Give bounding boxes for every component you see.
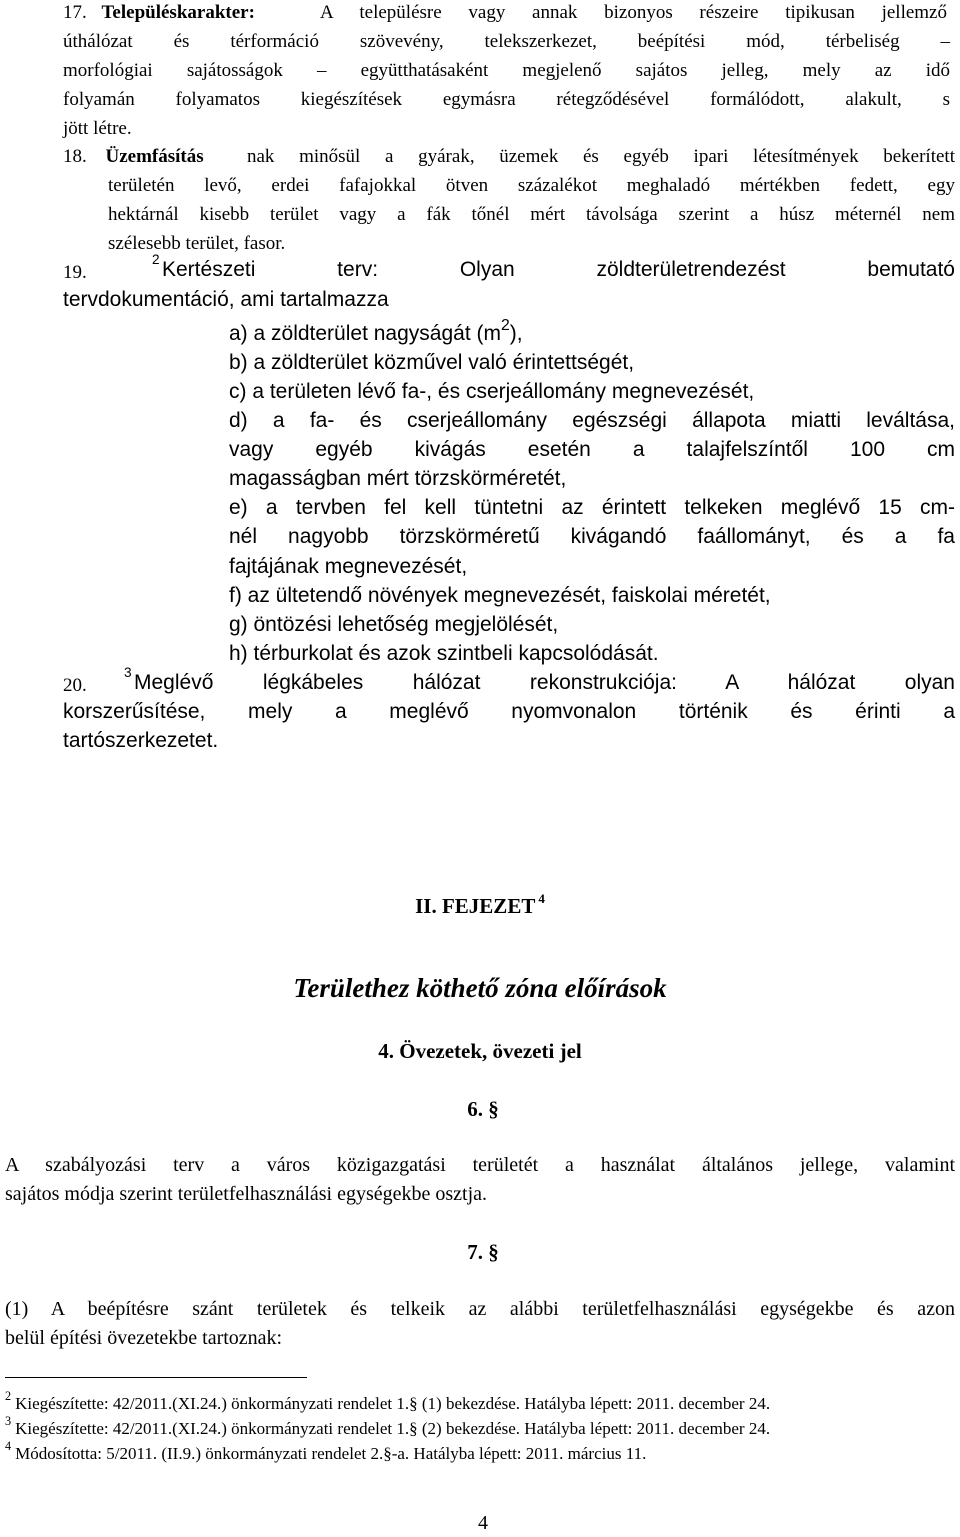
item-19-f: f) az ültetendő növények megnevezését, faiskolai méretét, bbox=[229, 584, 771, 607]
item-18-text-4: szélesebb terület, fasor. bbox=[108, 233, 286, 254]
item-19-a: a) a zöldterület nagyságát $(m^2)$, bbox=[229, 316, 523, 345]
item-19-d-1: d) a fa- és cserjeállomány egészségi állapota miatti leváltása, bbox=[229, 409, 955, 432]
item-19-e-2: nél nagyobb törzskörméretű kivágandó faállományt, és a fa bbox=[229, 525, 955, 548]
item-17-text-5: jött létre. bbox=[63, 118, 132, 139]
item-18-term: Üzemfásítás bbox=[105, 146, 204, 167]
item-17-text-1: A településre vagy annak bizonyos részeire tipikusan jellemző bbox=[320, 2, 947, 23]
footnote-3: $^3$ Kiegészítette: 42/2011.(XI.24.) önkormányzati rendelet 1.§ (2) bekezdése. Hatályba lépett: 2011. december 24. bbox=[5, 1413, 771, 1438]
item-18-text-1: nak minősül a gyárak, üzemek és egyéb ipari létesítmények bekerített bbox=[247, 146, 955, 167]
item-17-text-3: morfológiai sajátosságok – együtthatásaként megjelenő sajátos jelleg, mely az idő bbox=[63, 60, 950, 81]
footnote-2-mark: 2 bbox=[5, 1388, 12, 1403]
footnote-4-mark: 4 bbox=[5, 1438, 12, 1453]
footnote-separator bbox=[5, 1377, 307, 1378]
item-17-number: 17. bbox=[63, 2, 87, 23]
item-20-text-1: Meglévő légkábeles hálózat rekonstrukciója: A hálózat olyan bbox=[134, 671, 955, 694]
chapter-title: II. FEJEZET $^4$ bbox=[415, 891, 545, 918]
item-19-d-3: magasságban mért törzskörméretét, bbox=[229, 467, 567, 490]
item-20-text-3: tartószerkezetet. bbox=[63, 729, 219, 752]
item-18-number: 18. bbox=[63, 146, 87, 167]
footnote-4: $^4$ Módosította: 5/2011. (II.9.) önkormányzati rendelet 2.§-a. Hatályba lépett: 2011. március 11. bbox=[5, 1438, 647, 1463]
item-17-term: Településkarakter: bbox=[101, 2, 255, 23]
item-19-text-1: Kertészeti terv: Olyan zöldterületrendezést bemutató bbox=[162, 258, 955, 281]
item-20-text-2: korszerűsítése, mely a meglévő nyomvonalon történik és érinti a bbox=[63, 700, 955, 723]
item-19-g: g) öntözési lehetőség megjelölését, bbox=[229, 613, 559, 636]
paragraph-7-text-2: belül építési övezetekbe tartoznak: bbox=[5, 1327, 283, 1349]
item-19-e-3: fajtájának megnevezését, bbox=[229, 555, 468, 578]
chapter-title-sup-4: 4 bbox=[538, 891, 545, 907]
item-19-h: h) térburkolat és azok szintbeli kapcsolódását. bbox=[229, 642, 659, 665]
page-number: 4 bbox=[478, 1512, 488, 1534]
item-18-text-3: hektárnál kisebb terület vagy a fák tőnél mért távolsága szerint a húsz méternél nem bbox=[108, 204, 955, 225]
item-17-text-2: úthálózat és térformáció szövevény, telekszerkezet, beépítési mód, térbeliség – bbox=[63, 31, 950, 52]
item-19-b: b) a zöldterület közművel való érintettségét, bbox=[229, 351, 635, 374]
paragraph-6-text-2: sajátos módja szerint területfelhasználási egységekbe osztja. bbox=[5, 1183, 488, 1205]
paragraph-6-text-1: A szabályozási terv a város közigazgatási területét a használat általános jellege, valamint bbox=[5, 1154, 955, 1176]
item-19-sup-2: 2 bbox=[152, 251, 160, 267]
item-17-text-4: folyamán folyamatos kiegészítések egymásra rétegződésével formálódott, alakult, s bbox=[63, 89, 950, 110]
item-19-text-2: tervdokumentáció, ami tartalmazza bbox=[63, 288, 389, 311]
item-17-line-1 bbox=[63, 2, 255, 24]
item-18-text-2: területén levő, erdei fafajokkal ötven százalékot meghaladó mértékben fedett, egy bbox=[108, 175, 955, 196]
section-title: 4. Övezetek, övezeti jel bbox=[378, 1039, 582, 1063]
paragraph-7-heading: 7. § bbox=[467, 1240, 499, 1264]
item-19-number: 19. bbox=[63, 262, 87, 283]
paragraph-6-heading: 6. § bbox=[467, 1097, 499, 1121]
item-19-c: c) a területen lévő fa-, és cserjeállomány megnevezését, bbox=[229, 380, 755, 403]
item-19-d-2: vagy egyéb kivágás esetén a talajfelszíntől 100 cm bbox=[229, 438, 955, 461]
item-20-number: 20. bbox=[63, 675, 87, 696]
item-18-line-1 bbox=[63, 146, 204, 168]
item-20-sup-3: 3 bbox=[124, 664, 132, 680]
chapter-subtitle: Területhez köthető zóna előírások bbox=[293, 973, 667, 1003]
footnote-2: $^2$ Kiegészítette: 42/2011.(XI.24.) önkormányzati rendelet 1.§ (1) bekezdése. Hatályba lépett: 2011. december 24. bbox=[5, 1388, 771, 1413]
footnote-3-mark: 3 bbox=[5, 1413, 12, 1428]
paragraph-7-text-1: (1) A beépítésre szánt területek és telkeik az alábbi területfelhasználási egységekbe és azon bbox=[5, 1298, 955, 1320]
item-19-e-1: e) a tervben fel kell tüntetni az érintett telkeken meglévő 15 cm- bbox=[229, 496, 955, 519]
